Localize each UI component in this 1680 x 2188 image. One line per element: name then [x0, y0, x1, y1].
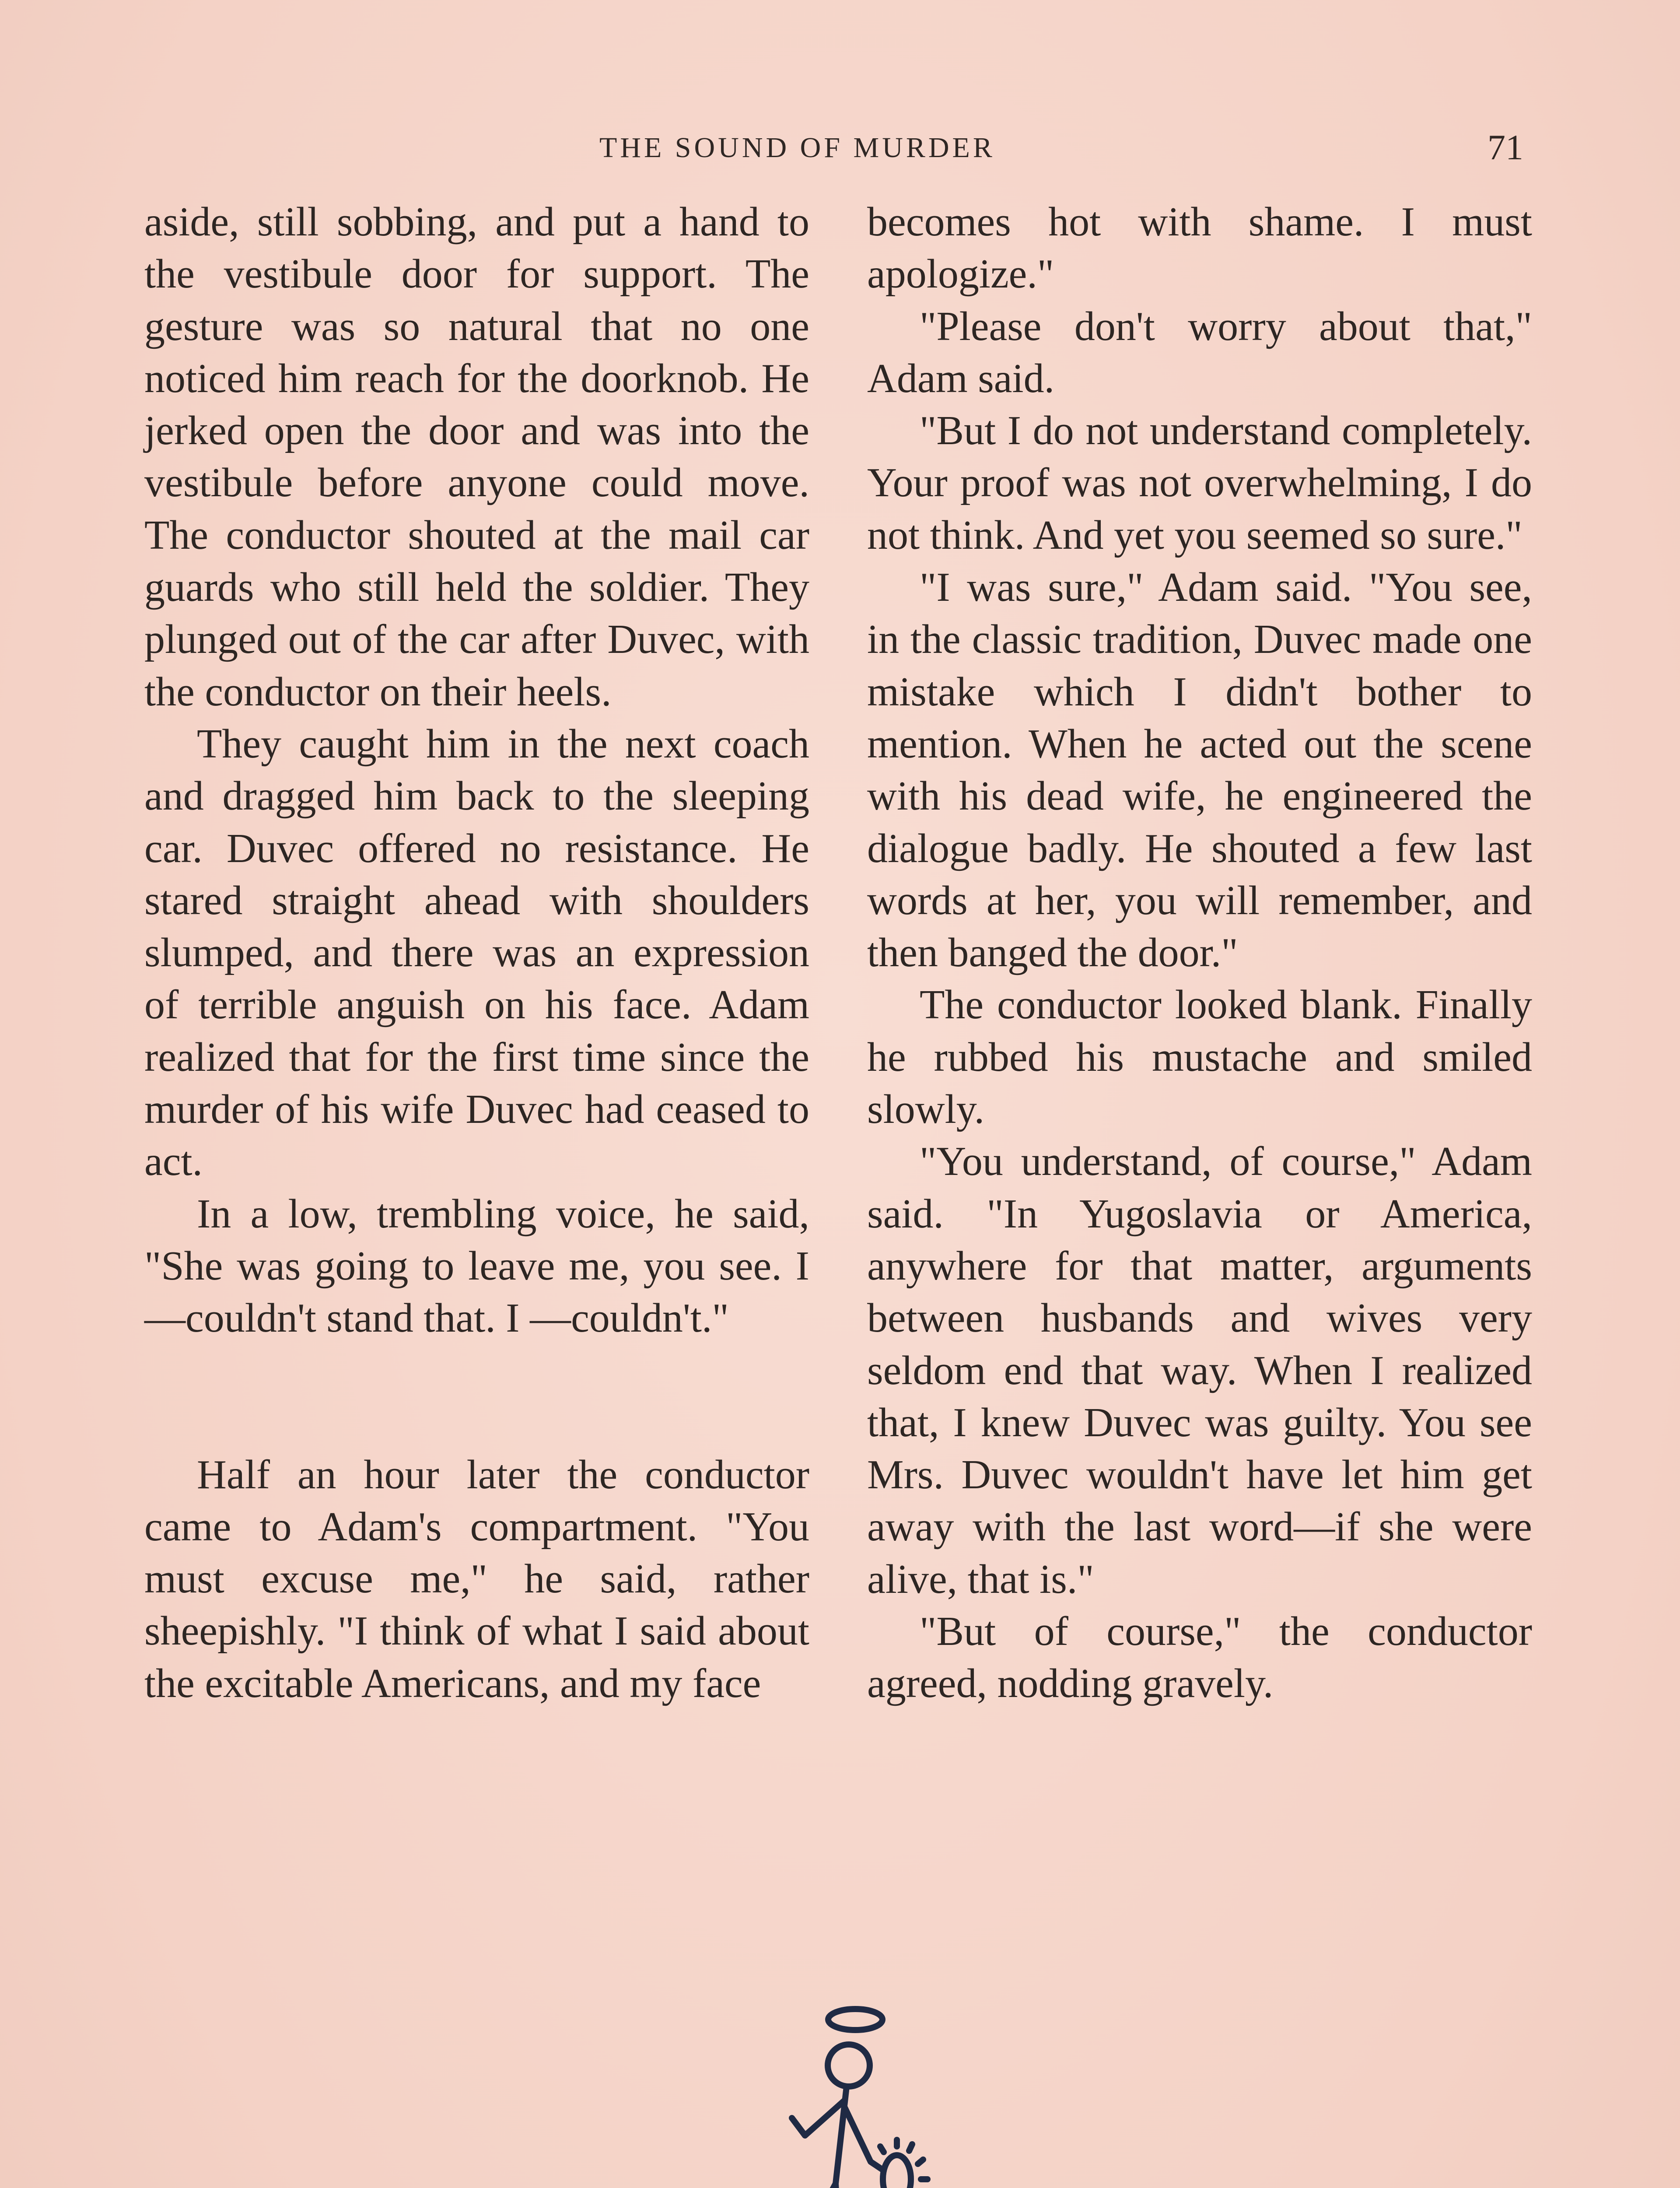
- paragraph: The conductor looked blank. Finally he rubbed his mustache and smiled slowly.: [867, 982, 1532, 1133]
- running-title: THE SOUND OF MURDER: [599, 132, 995, 164]
- paragraph: "You understand, of course," Adam said. "In Yugoslavia or America, anywhere for that matter, arguments between husbands and wives very seldom end that way. When I realized that, I knew Duvec was guilty. You see Mrs. Duvec wouldn't have let him get away with the last word—if she were alive, that is.": [867, 1139, 1532, 1602]
- paragraph: "But of course," the conductor agreed, nodding gravely.: [867, 1609, 1532, 1707]
- right-column: [867, 196, 1532, 1710]
- paragraph: aside, still sobbing, and put a hand to the vestibule door for support. The gesture was so natural that no one noticed him reach for the doorknob. He jerked open the door and was into the vestibule before anyone could move. The conductor shouted at the mail car guards who still held the soldier. They plunged out of the car after Duvec, with the conductor on their heels.: [144, 199, 809, 715]
- paragraph: In a low, trembling voice, he said, "She was going to leave me, you see. I—couldn't stand that. I —couldn't.": [144, 1191, 809, 1341]
- paragraph: "I was sure," Adam said. "You see, in the classic tradition, Duvec made one mistake which I didn't bother to mention. When he acted out the scene with his dead wife, he engineered the dialogue badly. He shouted a few last words at her, you will remember, and then banged the door.": [867, 565, 1532, 976]
- page-number: 71: [1488, 127, 1523, 167]
- paragraph: They caught him in the next coach and dragged him back to the sleeping car. Duvec offered no resistance. He stared straight ahead with shoulders slumped, and there was an expression of terrible anguish on his face. Adam realized that for the first time since the murder of his wife Duvec had ceased to act.: [144, 721, 809, 1185]
- saint-stick-figure-icon: [739, 1995, 932, 2188]
- paragraph: becomes hot with shame. I must apologize.": [867, 199, 1532, 297]
- scene-break: [144, 1345, 809, 1449]
- paragraph: Half an hour later the conductor came to Adam's compartment. "You must excuse me," he said, rather sheepishly. "I think of what I said about the excitable Americans, and my face: [144, 1452, 809, 1706]
- paragraph: "Please don't worry about that," Adam said.: [867, 303, 1532, 401]
- paragraph: "But I do not understand completely. Your proof was not overwhelming, I do not think. And yet you seemed so sure.": [867, 408, 1532, 558]
- left-column: [144, 196, 809, 1710]
